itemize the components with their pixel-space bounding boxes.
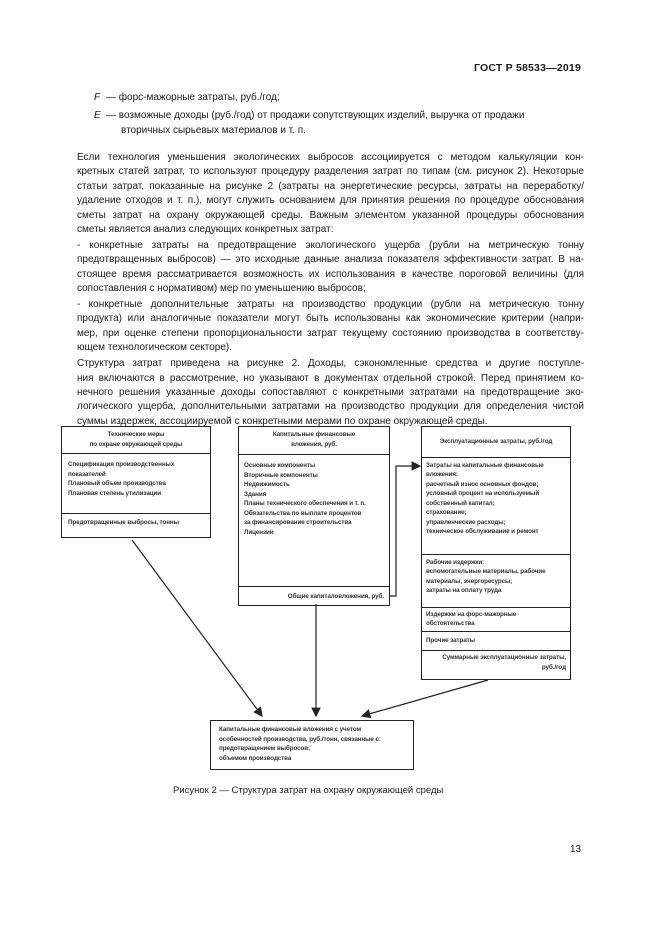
box-title <box>239 427 389 454</box>
text-line: сметы затрат на охрану окружающей среды. Важным элементом указанной процедуры обоснования <box>77 209 584 221</box>
box-item: Плановый объем производства <box>68 480 166 487</box>
box-title-line: Капитальные финансовые <box>272 431 356 438</box>
definition-text-line2: вторичных сырьевых материалов и т. п. <box>121 125 306 136</box>
box-item: Основные компоненты <box>244 462 316 469</box>
arrow-box2-to-box3 <box>390 466 420 596</box>
text-line: стоящее время рассматривается возможность их использования в качестве пороговой величины (для <box>77 268 584 280</box>
box-item: Планы технического обеспечения и т. п. <box>244 500 366 507</box>
text-line: ющем технологическом секторе). <box>77 342 233 354</box>
box-item: страхование; <box>426 509 467 516</box>
box-item: руб./год <box>541 663 566 671</box>
box-item: расчетный износ основных фондов; <box>426 480 539 488</box>
box-item: Рабочие издержки: <box>426 558 485 566</box>
box-item: показателей <box>68 470 106 478</box>
box-item: обстоятельства <box>426 620 475 627</box>
box-item: вложения: <box>426 471 458 478</box>
box-title-line: по охране окружающей среды <box>89 440 183 448</box>
text-line: логического ущерба, дополнительными затратами на производство продукции для определения чистой <box>77 401 584 413</box>
text-line: - конкретные затраты на предотвращение экологического ущерба (рубли на метрическую тонну <box>77 239 584 251</box>
box-item: условный процент на используемый <box>426 490 540 497</box>
box-item: Лицензии <box>244 528 274 536</box>
definition-text-line1: — возможные доходы (руб./год) от продажи сопутствующих изделий, выручка от продажи <box>106 110 525 121</box>
definition-symbol: E <box>94 110 101 121</box>
box-item: Спецификация производственных <box>68 461 175 468</box>
box-operating-costs <box>421 426 571 680</box>
box-title <box>62 427 210 453</box>
box-item: Издержки на форс-мажорные <box>426 610 517 618</box>
box-section <box>422 631 570 651</box>
box-footer: Общие капиталовложения, руб. <box>239 586 389 607</box>
box-item: вспомогательные материалы, рабочие <box>426 568 546 575</box>
box-item: за финансирование строительства <box>244 519 352 526</box>
text-line: статьи затрат, показанные на рисунке 2 (затраты на энергетические ресурсы, затраты на переработку/ <box>77 180 584 192</box>
box-footer: Предотвращенные выбросы, тонны <box>62 513 210 532</box>
box-item: объемом производства <box>219 754 292 762</box>
box-item: материалы, энергоресурсы; <box>426 577 513 585</box>
standard-header: ГОСТ Р 58533—2019 <box>473 62 581 74</box>
box-capital-investments <box>238 426 390 606</box>
text-line: суммы издержек, ассоциируемой с конкретными мерами по охране окружающей среды. <box>77 415 488 427</box>
box-capital-per-tonne <box>210 720 414 770</box>
box-items <box>239 454 389 586</box>
text-line: сопоставления с нормативом) мер по уменьшению выбросов; <box>77 283 366 295</box>
box-item: собственный капитал; <box>426 499 495 507</box>
box-title-line: Технические меры <box>107 431 165 438</box>
definition-text: — форс-мажорные затраты, руб./год; <box>106 92 280 103</box>
text-line: нечного решения указанные доходы сопоставляют с конкретными затратами на предотвращение эко- <box>77 387 584 398</box>
box-item: предотвращением выбросов; <box>219 745 311 752</box>
box-section <box>422 607 570 631</box>
text-line: - конкретные дополнительные затраты на производство продукции (рубли на метрическую тонну <box>77 299 584 311</box>
box-item: Капитальные финансовые вложения с учетом <box>219 726 362 733</box>
box-item: Обязательства по выплате процентов <box>244 509 362 517</box>
definition-symbol: F <box>94 92 101 103</box>
box-items <box>62 453 210 513</box>
text-line: сметы является анализ следующих конкретных затрат: <box>77 224 334 236</box>
box-item: Недвижимость <box>244 481 290 488</box>
box-item: Вторичные компоненты <box>244 471 318 479</box>
box-item: Плановая степень утилизации <box>68 489 162 497</box>
text-line: ния включаются в рассмотрение, но указывают в документах отдельной строкой. Перед принятием ко- <box>77 372 584 384</box>
text-line: Если технология уменьшения экологических выбросов ассоциируется с методом калькуляции кон- <box>77 152 584 163</box>
box-section <box>422 457 570 554</box>
page-number: 13 <box>570 844 582 855</box>
box-item: Прочие затраты <box>426 636 475 644</box>
figure-caption: Рисунок 2 — Структура затрат на охрану окружающей среды <box>173 785 444 796</box>
box-item: особенностей производства, руб./тонн, связанные с: <box>219 735 381 743</box>
box-section <box>422 650 570 674</box>
box-title-line: вложения, руб. <box>291 440 337 448</box>
box-title: Эксплуатационные затраты, руб./год <box>439 438 553 445</box>
box-item: затраты на оплату труда <box>426 587 502 594</box>
text-line: удаление отходов и т. п.), могут служить основанием для принятия решения по процедуре обоснования <box>77 195 584 207</box>
box-item: техническое обслуживание и ремонт <box>426 528 539 535</box>
text-line: продукта) или аналогичные показатели могут быть использованы как экономические критерии (напри- <box>77 313 584 325</box>
text-line: предотвращенных выбросов) — это исходные данные анализа показателя эффективности затрат. В на- <box>77 254 584 266</box>
arrow-box3-to-box4 <box>362 680 488 716</box>
text-line: кретных статей затрат, то используют процедуру разделения затрат по типам (см. рисунок 2). Некоторые <box>77 166 584 178</box>
box-item: Суммарные эксплуатационные затраты, <box>442 654 566 661</box>
text-line: мер, при оценке степени пропорциональности затрат текущему состоянию производства в соответству- <box>77 327 584 339</box>
text-line: Структура затрат приведена на рисунке 2. Доходы, сэкономленные средства и другие поступле- <box>77 358 584 370</box>
box-item: Затраты на капитальные финансовые <box>426 461 544 469</box>
box-section <box>422 554 570 607</box>
box-technical-measures <box>61 426 211 538</box>
box-item: Здания <box>244 490 267 498</box>
box-item: управленческие расходы; <box>426 518 506 526</box>
